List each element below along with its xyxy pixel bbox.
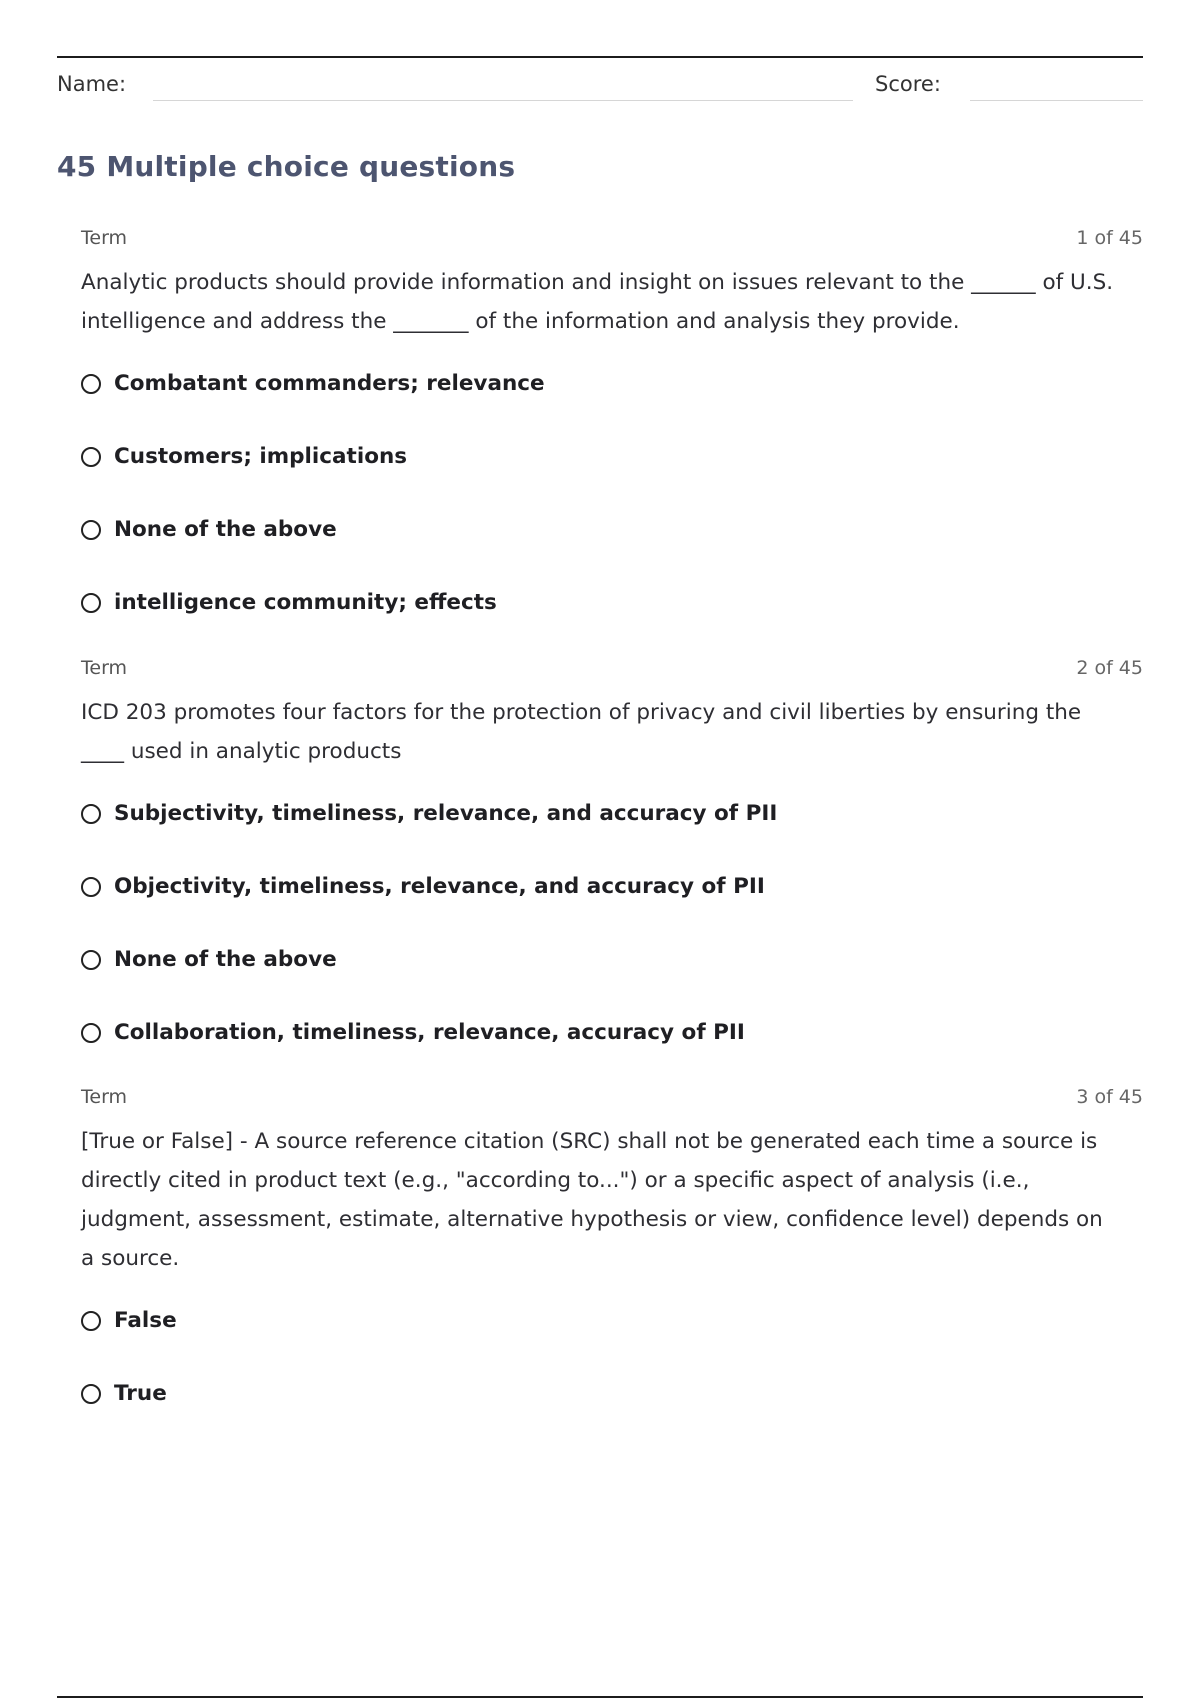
option-item[interactable] [81,566,1143,639]
top-divider [57,56,1143,58]
header-row [57,62,1143,102]
radio-button[interactable] [81,1311,101,1331]
radio-button[interactable] [81,804,101,824]
radio-button[interactable] [81,950,101,970]
option-item[interactable] [81,850,1143,923]
name-label: Name: [57,72,127,96]
option-item[interactable] [81,1284,1143,1357]
question-meta [81,1086,1143,1112]
term-label: Term [81,227,128,249]
worksheet-page [57,56,1143,1700]
option-label: True [114,1381,167,1406]
option-label: intelligence community; effects [114,590,497,615]
option-label: Combatant commanders; relevance [114,371,545,396]
question-meta [81,227,1143,253]
radio-button[interactable] [81,520,101,540]
option-label: None of the above [114,947,337,972]
section-title: 45 Multiple choice questions [57,150,516,183]
score-label: Score: [875,72,941,96]
option-item[interactable] [81,493,1143,566]
name-field[interactable] [153,100,853,101]
radio-button[interactable] [81,593,101,613]
option-item[interactable] [81,1357,1143,1430]
term-label: Term [81,1086,128,1108]
radio-button[interactable] [81,1023,101,1043]
radio-button[interactable] [81,374,101,394]
radio-button[interactable] [81,877,101,897]
question-3 [81,1086,1143,1430]
question-counter: 1 of 45 [1076,227,1143,249]
score-field[interactable] [970,100,1143,101]
option-label: Collaboration, timeliness, relevance, accuracy of PII [114,1020,745,1045]
bottom-divider [57,1696,1143,1698]
question-2 [81,657,1143,1069]
option-label: None of the above [114,517,337,542]
option-list [81,777,1143,1069]
option-list [81,347,1143,639]
question-meta [81,657,1143,683]
term-label: Term [81,657,128,679]
question-counter: 3 of 45 [1076,1086,1143,1108]
question-text: [True or False] - A source reference citation (SRC) shall not be generated each time a source is directly cited in product text (e.g., "according to...") or a specific aspect of analysis (i.e., judgment, assessment, estimate, alternative hypothesis or view, confidence level) depends on a source. [81,1129,1103,1271]
question-text: Analytic products should provide information and insight on issues relevant to the ______ of U.S. intelligence and address the _______ of the information and analysis they provide. [81,270,1114,334]
option-label: Subjectivity, timeliness, relevance, and accuracy of PII [114,801,778,826]
option-list [81,1284,1143,1430]
option-label: Customers; implications [114,444,408,469]
option-item[interactable] [81,347,1143,420]
option-item[interactable] [81,420,1143,493]
option-label: Objectivity, timeliness, relevance, and accuracy of PII [114,874,765,899]
option-item[interactable] [81,777,1143,850]
question-text: ICD 203 promotes four factors for the protection of privacy and civil liberties by ensuring the ____ used in analytic products [81,700,1082,764]
option-item[interactable] [81,996,1143,1069]
radio-button[interactable] [81,447,101,467]
question-counter: 2 of 45 [1076,657,1143,679]
radio-button[interactable] [81,1384,101,1404]
question-1 [81,227,1143,639]
option-label: False [114,1308,177,1333]
option-item[interactable] [81,923,1143,996]
